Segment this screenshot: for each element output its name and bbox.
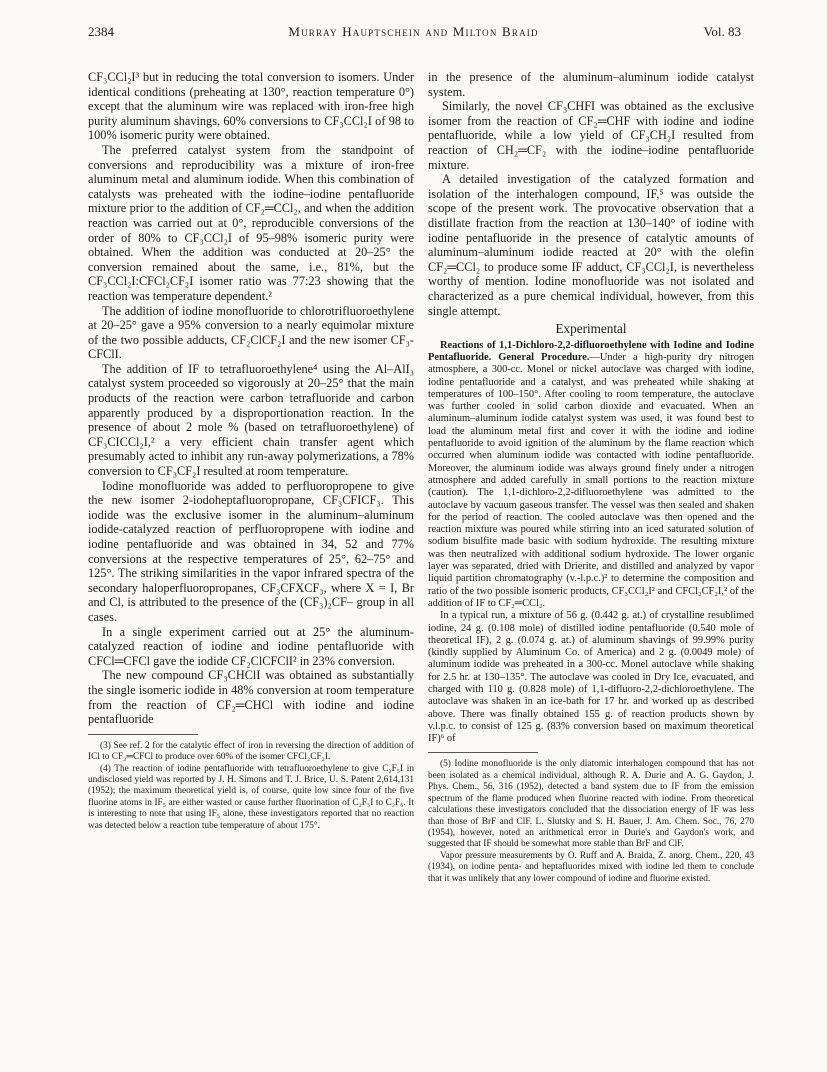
footnote-divider [88,734,198,735]
paragraph: In a typical run, a mixture of 56 g. (0.442 g. at.) of crystalline resublimed iodine, 24 g. (0.108 mole) of distilled iodine pentafluoride (0.540 mole of theoretical IF), 2 g. (0.074 g. at.) of aluminum shavings of 99.99% purity (kindly supplied by Aluminum Co. of America) and 2 g. (0.0049 mole) of aluminum iodide was preheated in a 300-cc. Monel autoclave while shaking for 2.5 hr. at 130–135°. The autoclave was cooled in Dry Ice, evacuated, and charged with 110 g. (0.828 mole) of 1,1-difluoro-2,2-dichloroethylene. The autoclave was shaken in an ice-bath for 17 hr. and worked up as described above. There was finally obtained 155 g. of reaction products shown by v.l.p.c. to consist of 125 g. (83% conversion based on maximum theoretical IF)⁶ of [428,610,754,745]
experimental-title: Reactions of 1,1-Dichloro-2,2-difluoroethylene with Iodine and Iodine Pentafluoride. General Procedure. [428,339,754,363]
footnote: (5) Iodine monofluoride is the only diatomic interhalogen compound that has not been isolated as a chemical individual, although R. A. Durie and A. G. Gaydon, J. Phys. Chem., 56, 316 (1952), detected a band system due to IF from the emission spectrum of the flame produced when fluorine reacted with iodine. From theoretical calculations these investigators concluded that the dissociation energy of IF was less than those of BrF and ClF. L. Slutsky and S. H. Bauer, J. Am. Chem. Soc., 76, 270 (1954), however, noted an arithmetical error in Durie's and Gaydon's work, and suggested that IF should be somewhat more stable than BrF and ClF. [428,759,754,850]
running-title: Murray Hauptschein and Milton Braid [288,24,539,39]
section-heading: Experimental [555,321,627,337]
paragraph: CF₃CCl₂I³ but in reducing the total conversion to isomers. Under identical conditions (preheating at 130°, reaction temperature 0°) except that the aluminum wire was replaced with iron-free high purity aluminum shavings, 60% conversions to CF₃CCl₂I of 98 to 100% isomeric purity were obtained. [88,70,414,143]
page-number: 2384 [88,24,114,39]
paragraph: The addition of IF to tetrafluoroethylene⁴ using the Al–AlI₃ catalyst system proceeded so vigorously at 20–25° that the main products of the reaction were carbon tetrafluoride and carbon apparently produced by a disproportionation reaction. In the presence of about 2 mole % (based on tetrafluoroethylene) of CF₃CICCl₂I,² a very efficient chain transfer agent which presumably acted to inhibit any run-away polymerizations, a 78% conversion to CF₃CF₂I resulted at room temperature. [88,361,414,479]
paragraph: Similarly, the novel CF₃CHFI was obtained as the exclusive isomer from the reaction of CF₂═CHF with iodine and iodine pentafluoride, while a low yield of CF₃CH₂I resulted from reaction of CH₂═CF₂ with the iodine–iodine pentafluoride mixture. [428,99,754,172]
paragraph: Iodine monofluoride was added to perfluoropropene to give the new isomer 2-iodoheptafluoropropane, CF₃CFICF₃. This iodide was the exclusive isomer in the aluminum–aluminum iodide-catalyzed reaction of perfluoropropene with iodine and iodine pentafluoride and was obtained in 34, 52 and 77% conversions at the respective temperatures of 25°, 62–75° and 125°. The striking similarities in the vapor infrared spectra of the secondary haloperfluoropropanes, CF₃CFXCF₃, where X = I, Br and Cl, is attributed to the presence of the (CF₃)₂CF– group in all cases. [88,478,414,624]
footnotes [88,741,414,832]
footnote: (3) See ref. 2 for the catalytic effect of iron in reversing the direction of addition of ICl to CF₂═CFCl to produce over 60% of the isomer CFCl₂CF₂I. [88,740,414,763]
volume-label: Vol. 83 [703,24,741,39]
paragraph: A detailed investigation of the catalyzed formation and isolation of the interhalogen compound, IF,⁵ was outside the scope of the present work. The provocative observation that a distillate fraction from the reaction at 130–140° of iodine with iodine pentafluoride in the presence of catalytic amounts of aluminum–aluminum iodide reacted at 20° with the olefin CF₂═CCl₂ to produce some IF adduct, CF₃CCl₂I, is nevertheless worthy of mention. Iodine monofluoride was not isolated and characterized as a pure chemical individual, however, from this single attempt. [428,172,754,318]
footnote-divider [428,752,538,753]
paragraph: The preferred catalyst system from the standpoint of conversions and reproducibility was a mixture of iron-free aluminum metal and aluminum iodide. When this combination of catalysts was preheated with the iodine–iodine pentafluoride mixture prior to the addition of CF₂═CCl₂, and when the addition reaction was carried out at 0°, reproducible conversions of the order of 80% to CF₃CCl₂I of 95–98% isomeric purity were obtained. When the addition was conducted at 20–25° the conversion remained about the same, i.e., 81%, but the CF₃CCl₂I:CFCl₂CF₂I isomer ratio was 77:23 showing that the reaction was temperature dependent.² [88,142,414,303]
left-column [88,70,414,832]
paragraph [428,340,754,611]
paragraph-text: —Under a high-purity dry nitrogen atmosphere, a 300-cc. Monel or nickel autoclave was charged with iodine, iodine pentafluoride and a catalyst, and was preheated while shaking at temperatures of 100–150°. After cooling to room temperature, the autoclave was further cooled in solid carbon dioxide and evacuated. When an aluminum–aluminum iodide catalyst system was used, it was found best to load the aluminum metal first and cover it with the iodine and iodine pentafluoride to avoid ignition of the aluminum by the flame reaction which occurred when aluminum iodide was contacted with iodine pentafluoride. Moreover, the aluminum iodide was always ground finely under a nitrogen atmosphere and added carefully in small portions to the reaction mixture (caution). The 1,1-dichloro-2,2-difluoroethylene was admitted to the autoclave by vacuum gaseous transfer. The vessel was then sealed and shaken for the period of reaction. The cooled autoclave was then opened and the reaction mixture was poured while stirring into an iced saturated solution of sodium bisulfite made basic with sodium hydroxide. The resulting mixture was then neutralized with additional sodium hydroxide. The lower organic layer was separated, dried with Drierite, and distilled and analyzed by vapor liquid partition chromatography (v.-l.p.c.)² to determine the composition and ratio of the two possible isomeric products, CF₃CCl₂I² and CFCl₂CF₂I,² of the addition of IF to CF₂═CCl₂. [428,351,755,609]
footnote: Vapor pressure measurements by O. Ruff and A. Braida, Z. anorg. Chem., 220, 43 (1934), on iodine penta- and heptafluorides mixed with iodine led them to conclude that it was unlikely that any lower compound of iodine and fluorine existed. [428,850,754,884]
right-column [428,70,754,885]
footnotes [428,759,754,884]
paragraph: In a single experiment carried out at 25° the aluminum-catalyzed reaction of iodine and iodine pentafluoride with CFCl═CFCl gave the iodide CF₂ClCFClI² in 23% conversion. [88,624,414,668]
paragraph: The new compound CF₃CHClI was obtained as substantially the single isomeric iodide in 48% conversion at room temperature from the reaction of CF₂═CHCl with iodine and iodine pentafluoride [88,668,414,727]
paragraph: The addition of iodine monofluoride to chlorotrifluoroethylene at 20–25° gave a 95% conversion to a nearly equimolar mixture of the two possible adducts, CF₂ClCF₂I and the new isomer CF₃-CFClI. [88,303,414,362]
footnote: (4) The reaction of iodine pentafluoride with tetrafluoroethylene to give C₂F₅I in undisclosed yield was reported by J. H. Simons and T. J. Brice, U. S. Patent 2,614,131 (1952); the maximum theoretical yield is, of course, quite low since four of the five fluorine atoms in IF₅ are either wasted or cause further fluorination of C₂F₅I to C₂F₆. It is interesting to note that using IF₅ alone, these investigators reported that no reaction was detected below a reaction tube temperature of about 175°. [88,763,414,831]
paragraph: in the presence of the aluminum–aluminum iodide catalyst system. [428,70,754,99]
page-header [0,0,827,40]
experimental-section [428,340,754,746]
